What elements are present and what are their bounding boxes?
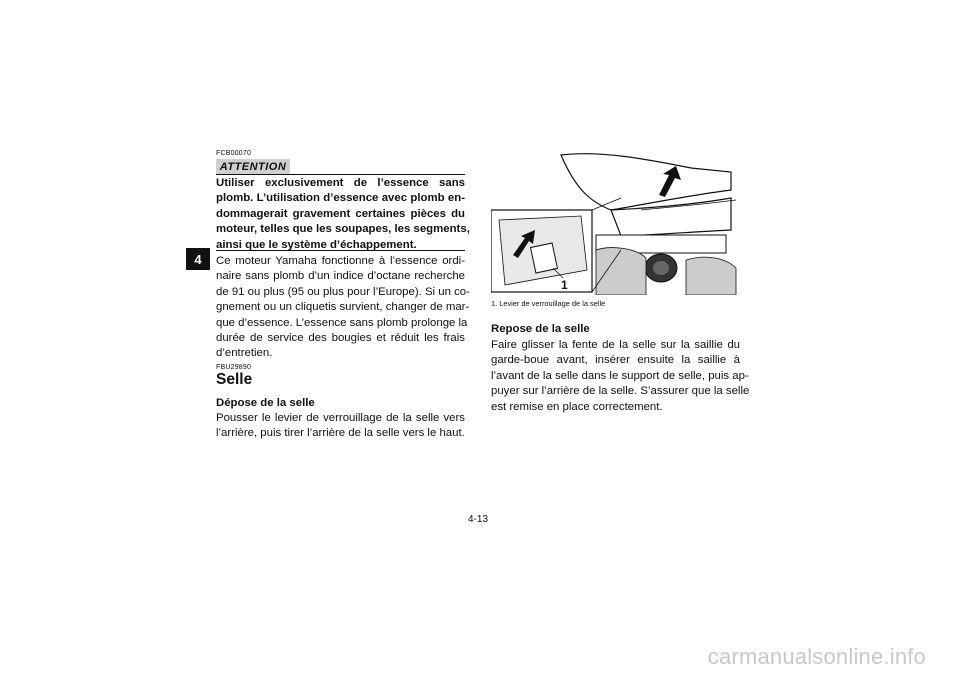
attention-code: FCB00070 — [216, 150, 252, 157]
watermark: carmanualsonline.info — [707, 644, 926, 669]
attention-line: plomb. L’utilisation d’essence avec plomb en- — [216, 192, 465, 205]
exhaust-inner — [653, 261, 669, 275]
install-heading: Repose de la selle — [491, 323, 590, 335]
install-paragraph — [491, 338, 750, 415]
callout-number: 1 — [561, 278, 568, 292]
intro-line: naire sans plomb d’un indice d’octane recherche — [216, 270, 465, 283]
install-line: Faire glisser la fente de la selle sur la saillie du — [491, 339, 740, 351]
section-code: FBU29890 — [216, 364, 252, 371]
intro-line: d’entretien. — [216, 347, 273, 360]
attention-line: Utiliser exclusivement de l’essence sans — [216, 177, 465, 189]
intro-line: de 91 ou plus (95 ou plus pour l’Europe). Si un co- — [216, 285, 470, 298]
page-number: 4-13 — [468, 514, 489, 525]
chapter-tab: 4 — [186, 248, 210, 270]
intro-line: gnement ou un cliquetis survient, changer de mar- — [216, 301, 470, 314]
removal-line: l’arrière, puis tirer l’arrière de la selle vers le haut. — [216, 427, 465, 440]
intro-line: durée de service des bougies et réduit les frais — [216, 332, 465, 345]
attention-text — [216, 176, 470, 253]
rear-tire — [596, 248, 646, 295]
install-line: garde-boue avant, insérer ensuite la saillie à — [491, 354, 740, 367]
attention-line: dommagerait gravement certaines pièces du — [216, 207, 465, 220]
attention-line: ainsi que le système d’échappement. — [216, 238, 417, 251]
intro-line: que d’essence. L’essence sans plomb prolonge la — [216, 316, 468, 329]
attention-bottom-rule — [216, 250, 465, 251]
attention-label: ATTENTION — [216, 159, 290, 174]
figure-caption: 1. Levier de verrouillage de la selle — [491, 299, 606, 308]
intro-line: Ce moteur Yamaha fonctionne à l’essence ordi- — [216, 255, 465, 267]
seat-illustration — [491, 150, 741, 295]
removal-line: Pousser le levier de verrouillage de la selle vers — [216, 412, 465, 424]
removal-paragraph — [216, 411, 465, 442]
install-line: l’avant de la selle dans le support de selle, puis ap- — [491, 369, 749, 382]
attention-line: moteur, telles que les soupapes, les segments, — [216, 223, 470, 236]
install-line: puyer sur l’arrière de la selle. S’assurer que la selle — [491, 385, 750, 398]
section-title: Selle — [216, 371, 253, 388]
install-line: est remise en place correctement. — [491, 400, 663, 413]
removal-heading: Dépose de la selle — [216, 397, 315, 409]
attention-top-rule — [216, 174, 465, 175]
wheel-detail — [686, 257, 736, 295]
intro-paragraph — [216, 254, 470, 362]
